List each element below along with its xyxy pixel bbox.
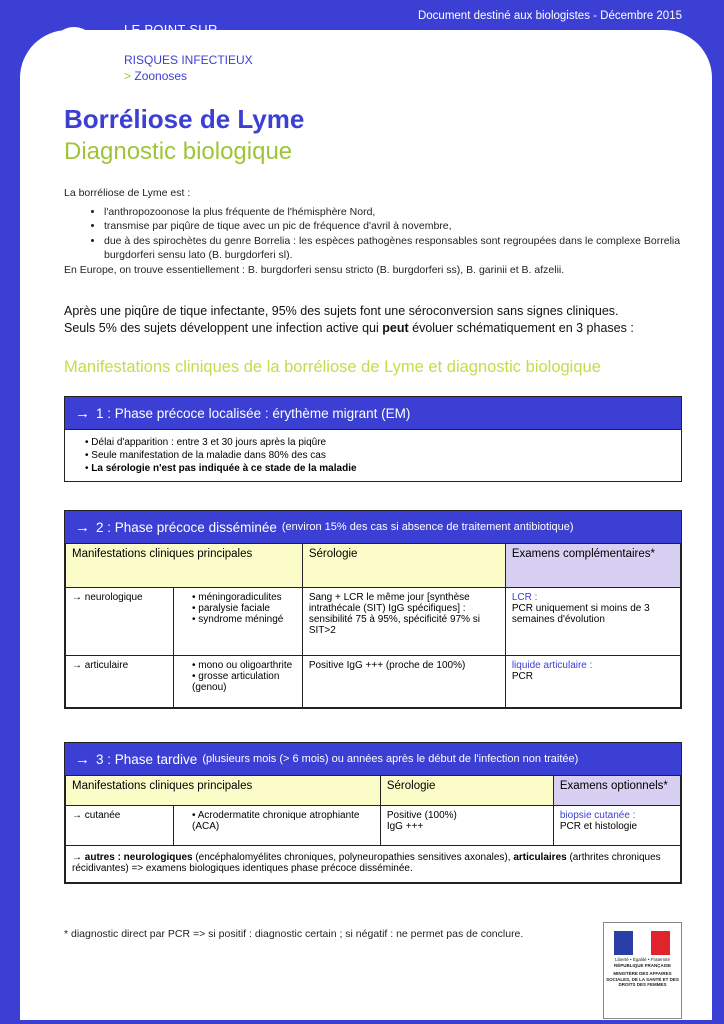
phase2-row-artic-serology: Positive IgG +++ (proche de 100%)	[302, 656, 505, 708]
phase2-header	[65, 511, 681, 543]
phase2-table	[65, 543, 681, 708]
phase1-list	[75, 436, 671, 475]
serology-line: IgG +++	[386, 821, 424, 832]
sign-item: • Acrodermatite chronique atrophiante (ACA)	[192, 810, 374, 832]
artic-signs-list	[180, 660, 296, 693]
intro-bullet: • l'anthropozoonose la plus fréquente de l'hémisphère Nord,	[104, 205, 684, 220]
intro-text	[64, 186, 684, 277]
flag-red-stripe	[651, 931, 670, 955]
phase1-body	[65, 429, 681, 481]
others-artic-label: articulaires	[513, 852, 567, 863]
phase2-row-neuro-label: → neurologique	[66, 588, 174, 656]
intro-lead-in: La borréliose de Lyme est :	[64, 187, 191, 199]
arrow-right-icon: →	[75, 404, 90, 422]
footnote: * diagnostic direct par PCR => si positif : diagnostic certain ; si négatif : ne permet pas de conclure.	[64, 928, 524, 940]
neuro-signs-list	[180, 592, 296, 625]
sign-item: • syndrome méningé	[192, 614, 296, 625]
others-label: → autres : neurologiques	[72, 852, 193, 863]
phase2-row-neuro-exams	[505, 588, 680, 656]
phase3-col-exams: Examens optionnels*	[553, 776, 680, 806]
phase2-col-clinical: Manifestations cliniques principales	[66, 544, 303, 588]
intro-bullet: • transmise par piqûre de tique avec un pic de fréquence d'avril à novembre,	[104, 219, 684, 234]
intro-bullets	[64, 205, 684, 263]
ministry-name: MINISTÈRE DES AFFAIRES SOCIALES, DE LA SANTÉ ET DES DROITS DES FEMMES	[606, 971, 679, 987]
lead-paragraph	[64, 303, 704, 337]
flag-white-stripe	[633, 931, 652, 955]
topic-label: RISQUES INFECTIEUX	[124, 53, 253, 67]
phase2-col-serology: Sérologie	[302, 544, 505, 588]
phase1-item-bold	[85, 462, 671, 475]
sign-item: • méningoradiculites	[192, 592, 296, 603]
phase3-others	[66, 846, 681, 883]
others-artic-detail: (arthrites chroniques récidivantes) => examens biologiques identiques phase précoce disséminée.	[72, 852, 661, 874]
lead-line-2-bold: peut	[382, 321, 409, 335]
phase3-col-clinical: Manifestations cliniques principales	[66, 776, 381, 806]
phase2-box	[64, 510, 682, 709]
document-title: Borréliose de Lyme	[64, 104, 305, 134]
subtopic	[124, 68, 253, 84]
lead-line-1: Après une piqûre de tique infectante, 95% des sujets font une séroconversion sans signes cliniques.	[64, 304, 619, 318]
lead-line-2	[64, 320, 704, 337]
subtopic-label: Zoonoses	[134, 69, 188, 83]
exam-label: LCR :	[511, 592, 538, 603]
phase1-item: • Délai d'apparition : entre 3 et 30 jours après la piqûre	[85, 436, 671, 449]
sign-item: • mono ou oligoarthrite	[192, 660, 296, 671]
phase2-row-artic-label: → articulaire	[66, 656, 174, 708]
phase2-col-exams: Examens complémentaires*	[505, 544, 680, 588]
phase3-row-serology	[380, 806, 553, 846]
exam-label: biopsie cutanée :	[559, 810, 636, 821]
phase2-row-neuro-serology: Sang + LCR le même jour [synthèse intrathécale (SIT) IgG spécifiques] : sensibilité 75 à 95%, spécificité 97% si SIT>2	[302, 588, 505, 656]
arrow-right-icon: →	[75, 518, 90, 536]
lead-line-2-pre: Seuls 5% des sujets développent une infection active qui	[64, 321, 383, 335]
ministry-logo	[603, 922, 682, 1019]
phase2-row-neuro-signs	[174, 588, 303, 656]
topic-block	[124, 52, 253, 84]
lead-line-2-post: évoluer schématiquement en 3 phases :	[408, 321, 634, 335]
exam-value: PCR uniquement si moins de 3 semaines d'évolution	[511, 603, 650, 625]
intro-europe: En Europe, on trouve essentiellement : B. burgdorferi sensu stricto (B. burgdorferi ss), B. garinii et B. afzelii.	[64, 263, 565, 276]
phase1-item-bold-text: La sérologie n'est pas indiquée à ce stade de la maladie	[91, 463, 357, 474]
document-subtitle: Diagnostic biologique	[64, 138, 293, 165]
phase1-box	[64, 396, 682, 482]
marianne-flag-icon	[614, 931, 670, 955]
phase3-row-exams	[553, 806, 680, 846]
exam-label: liquide articulaire :	[511, 660, 593, 671]
phase3-table	[65, 775, 681, 883]
phase1-item: • Seule manifestation de la maladie dans 80% des cas	[85, 449, 671, 462]
phase3-col-serology: Sérologie	[380, 776, 553, 806]
audience-date: Document destiné aux biologistes - Décembre 2015	[417, 10, 682, 22]
phase1-heading: 1 : Phase précoce localisée : érythème migrant (EM)	[96, 405, 411, 421]
phase3-row-sign	[174, 806, 381, 846]
motto-text: Liberté • Égalité • Fraternité	[615, 957, 670, 962]
exam-value: PCR et histologie	[559, 821, 638, 832]
others-neuro-detail: (encéphalomyélites chroniques, polyneuropathies sensitives axonales),	[192, 852, 514, 863]
section-title: Manifestations cliniques de la borréliose de Lyme et diagnostic biologique	[64, 358, 601, 376]
serology-line: Positive (100%)	[386, 810, 457, 821]
sign-item: • paralysie faciale	[192, 603, 296, 614]
phase3-box	[64, 742, 682, 884]
sign-item: • grosse articulation (genou)	[192, 671, 296, 693]
phase3-header	[65, 743, 681, 775]
phase2-row-artic-signs	[174, 656, 303, 708]
phase2-heading: 2 : Phase précoce disséminée	[96, 519, 277, 535]
phase3-heading-note: (plusieurs mois (> 6 mois) ou années après le début de l'infection non traitée)	[202, 753, 579, 765]
subtopic-marker: >	[124, 69, 132, 83]
phase1-header	[65, 397, 681, 429]
exam-value: PCR	[511, 671, 533, 682]
flag-blue-stripe	[614, 931, 633, 955]
phase3-heading: 3 : Phase tardive	[96, 751, 198, 767]
phase2-row-artic-exams	[505, 656, 680, 708]
phase2-heading-note: (environ 15% des cas si absence de traitement antibiotique)	[281, 521, 574, 533]
cutaneous-signs-list	[180, 810, 374, 832]
republic-text: RÉPUBLIQUE FRANÇAISE	[613, 962, 671, 968]
phase3-row-label: → cutanée	[66, 806, 174, 846]
intro-bullet: • due à des spirochètes du genre Borrelia : les espèces pathogènes responsables sont regroupées dans le complexe Borrelia burgdorferi sensu lato (B. burgdorferi sl).	[104, 234, 684, 263]
logo-motto	[604, 957, 681, 968]
arrow-right-icon: →	[75, 750, 90, 768]
